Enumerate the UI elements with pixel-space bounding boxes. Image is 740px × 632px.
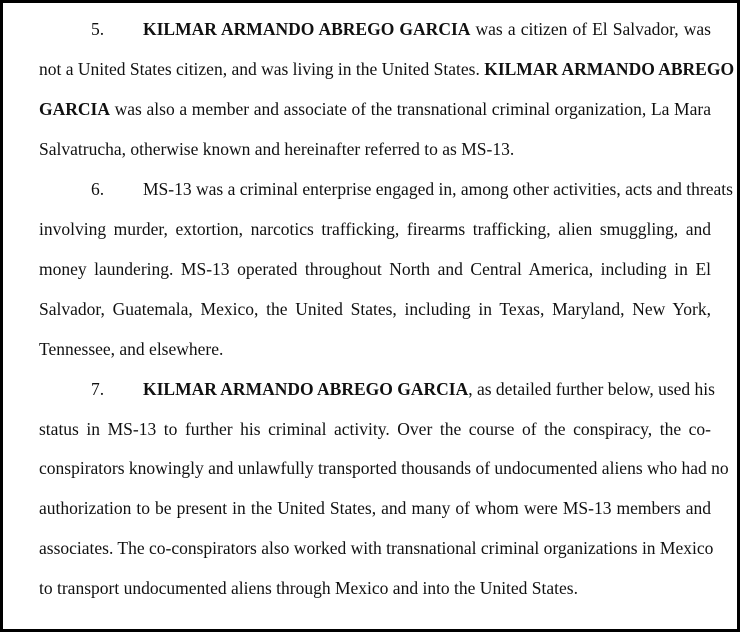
paragraph-line: money laundering. MS-13 operated throughout North and Central America, including in El [39, 259, 711, 279]
paragraph-line: 7. KILMAR ARMANDO ABREGO GARCIA, as detailed further below, used his [91, 379, 715, 399]
paragraph-line: authorization to be present in the United States, and many of whom were MS-13 members and [39, 498, 711, 518]
defendant-name: KILMAR ARMANDO ABREGO [484, 59, 735, 79]
defendant-name: GARCIA [39, 99, 110, 119]
paragraph-line: to transport undocumented aliens through Mexico and into the United States. [39, 578, 578, 598]
paragraph-line: Salvatrucha, otherwise known and hereinafter referred to as MS-13. [39, 139, 515, 159]
paragraph-line: GARCIA was also a member and associate of the transnational criminal organization, La Mara [39, 99, 711, 119]
defendant-name: KILMAR ARMANDO ABREGO GARCIA [143, 379, 469, 399]
paragraph-line: 6. MS-13 was a criminal enterprise engaged in, among other activities, acts and threats [91, 179, 733, 199]
paragraph-line: 5. KILMAR ARMANDO ABREGO GARCIA was a citizen of El Salvador, was [91, 19, 711, 39]
paragraph-line: conspirators knowingly and unlawfully transported thousands of undocumented aliens who had no [39, 458, 729, 478]
paragraph-line: involving murder, extortion, narcotics trafficking, firearms trafficking, alien smuggling, and [39, 219, 711, 239]
paragraph-number: 6. [91, 179, 105, 199]
defendant-name: KILMAR ARMANDO ABREGO GARCIA [143, 19, 471, 39]
paragraph-number: 5. [91, 19, 105, 39]
paragraph-number: 7. [91, 379, 105, 399]
paragraph-line: associates. The co-conspirators also worked with transnational criminal organizations in Mexico [39, 538, 714, 558]
paragraph-line: Tennessee, and elsewhere. [39, 339, 224, 359]
paragraph-line: Salvador, Guatemala, Mexico, the United States, including in Texas, Maryland, New York, [39, 299, 711, 319]
paragraph-line: status in MS-13 to further his criminal activity. Over the course of the conspiracy, the co- [39, 419, 711, 439]
paragraph-line: not a United States citizen, and was living in the United States. KILMAR ARMANDO ABREGO [39, 59, 735, 79]
